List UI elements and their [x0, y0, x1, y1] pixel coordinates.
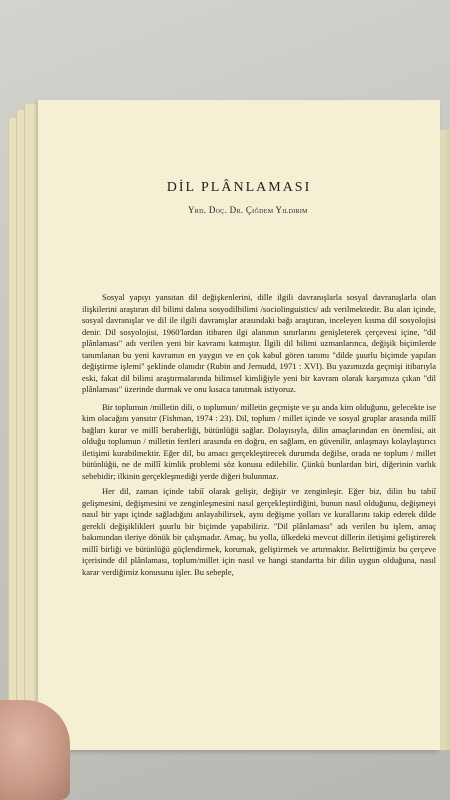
- body-paragraph: Her dil, zaman içinde tabiî olarak gelişir, değişir ve zenginleşir. Eğer biz, dilin bu tabiî gelişmesini, değişmesini ve zenginleşmesini nasıl gerçekleştirdiğini, bunun nasıl olduğunu, değişmeyi nasıl bir yapı içinde sağladığını anlayabilirsek, aynı değişme yolları ve kurallarını takip ederek dilde gerekli değişiklikleri şuurlu bir biçimde yapabiliriz. "Dil plânlaması" adı verilen bu işlem, amaç bakımından ileriye dönük bir çalışmadır. Amaç, bu yolla, ülkedeki mevcut dillerin iletişimi geliştirerek millî birliği ve bütünlüğü güçlendirmek, korumak, geliştirmek ve artırmaktır. Belirttiğimiz bu çerçeve içerisinde dil plânlaması, toplum/millet için nasıl ve hangi standartta bir dilin uygun olduğuna, nasıl karar verdiğimiz konusunu işler. Bu sebeple,: [82, 486, 436, 577]
- article-title: DİL PLÂNLAMASI: [166, 180, 312, 195]
- book-page: [38, 100, 440, 750]
- body-paragraph: Bir toplumun /milletin dili, o toplumun/ milletin geçmişte ve şu anda kim olduğunu, gelecekte ise kim olacağını yansıtır (Fishman, 1974 : 23). Dil, toplum / millet içinde ve sosyal gruplar arasında millî bağları kurar ve millî beraberliği, bütünlüğü sağlar. Dolayısıyla, dilin amaçlarından en önemlisi, ait olduğu toplumun / milletin fertleri arasında en doğru, en sağlam, en güvenilir, anlaşmayı kolaylaştırıcı iletişimi kurabilmektir. Eğer dil, bu amacı gerçekleştirecek durumda değilse, orada ne toplum / millet bütünlüğü, ne de millî kimlik problemi söz konusu edilebilir. Çünkü bunlardan biri, diğerinin varlık sebebidir; ilkinin gerçekleşmediği yerde diğeri bulunmaz.: [82, 401, 436, 481]
- body-paragraph: Sosyal yapıyı yansıtan dil değişkenlerini, dille ilgili davranışlarla sosyal davranışlarla olan ilişkilerini araştıran dil bilimi dalına sosyodilbilimi /sociolinguistics/ adı verilmektedir. Bu alan içinde, sosyal davranışlar ve dil ile ilgili davranışlar arasındaki bağı araştıran, inceleyen kısma dil sosyolojisi denir. Dil sosyolojisi, 1960'lardan itibaren ilgi alanının sınırlarını genişleterek çerçevesi içine, "dil plânlaması" adı verilen yeni bir kavramı katmıştır. İlgili dil bilimi uzmanlarınca, değişik biçimlerde tanımlanan bu yeni kavramın en yaygın ve en çok kabul gören tanımı "dilde şuurlu biçimde yapılan değiştirme işlemi" şeklinde olanıdır (Rubin and Jernudd, 1971 : XVI). Bu yazımızda geçmişi itibarıyla eski, fakat dil bilimi araştırmalarında bilimsel kimliğiyle yeni bir kavram olarak karşımıza çıkan "dil plânlaması" üzerinde durmak ve onu kısaca tanıtmak istiyoruz.: [82, 292, 436, 394]
- article-body: [82, 292, 436, 584]
- article-author: Yrd. Doç. Dr. Çiğdem Yıldırım: [188, 205, 308, 215]
